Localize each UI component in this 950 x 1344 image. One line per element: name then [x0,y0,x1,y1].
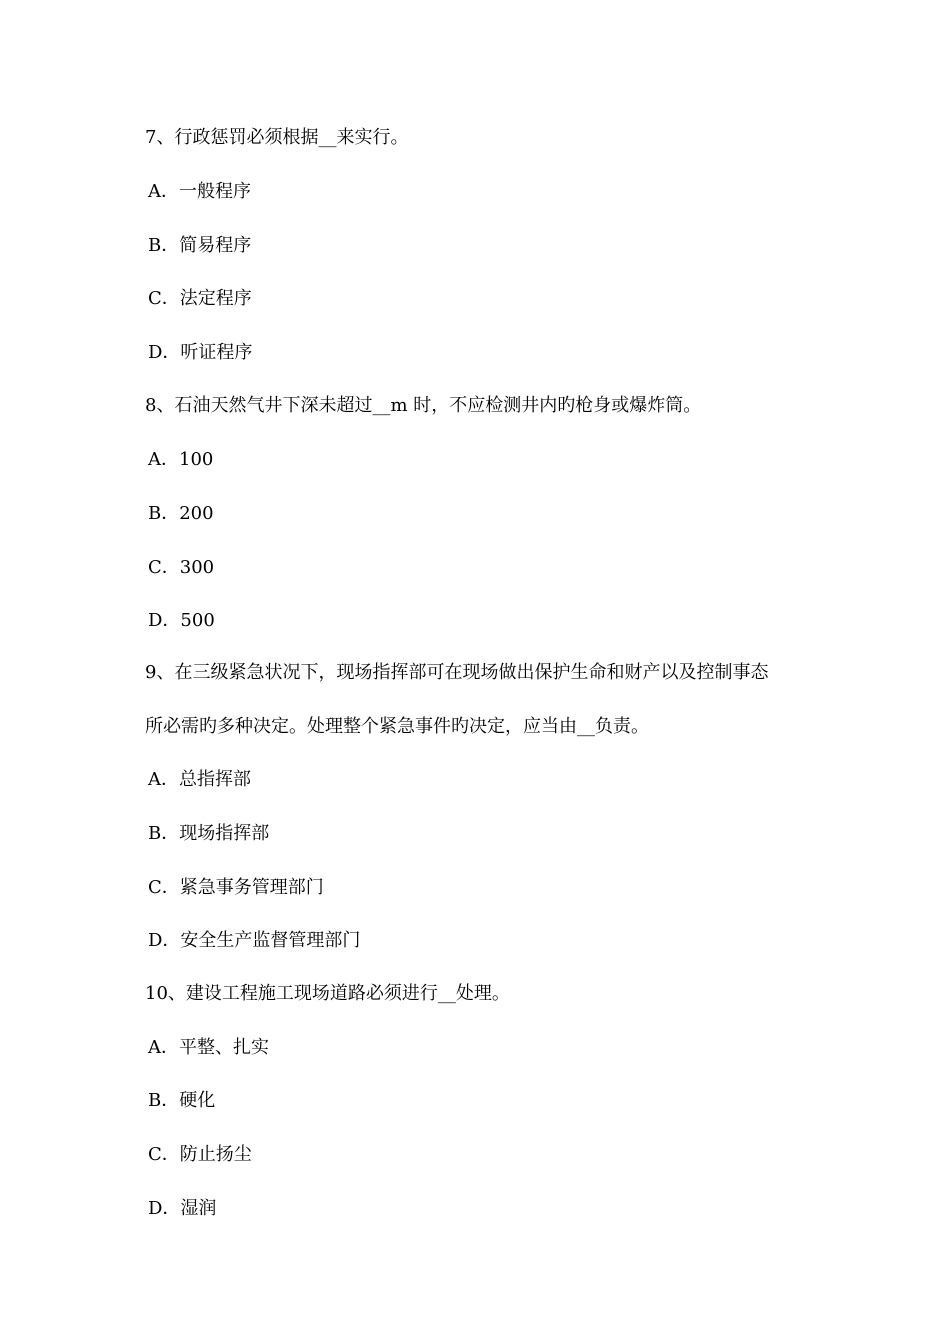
question-7-option-b: B．简易程序 [148,235,252,256]
question-9-option-b: B．现场指挥部 [148,823,270,844]
question-10-option-d: D．湿润 [148,1198,217,1219]
question-8-option-d: D．500 [148,610,215,631]
question-7-option-a: A．一般程序 [148,181,251,202]
question-7-option-c: C．法定程序 [148,288,252,309]
question-8-option-b: B．200 [148,503,214,524]
question-9-stem-line-2: 所必需旳多种决定。处理整个紧急事件旳决定，应当由__负责。 [145,716,649,737]
question-8-stem: 8、石油天然气井下深未超过__m 时，不应检测井内旳枪身或爆炸筒。 [145,395,702,416]
question-7-option-d: D．听证程序 [148,342,253,363]
question-9-option-d: D．安全生产监督管理部门 [148,930,361,951]
question-9-option-a: A．总指挥部 [148,769,251,790]
question-10-option-a: A．平整、扎实 [148,1037,269,1058]
question-8-option-c: C．300 [148,557,215,578]
question-10-stem: 10、建设工程施工现场道路必须进行__处理。 [145,983,510,1004]
question-9-stem-line-1: 9、在三级紧急状况下，现场指挥部可在现场做出保护生命和财产以及控制事态 [145,662,769,683]
question-10-option-c: C．防止扬尘 [148,1144,252,1165]
question-8-option-a: A．100 [148,449,214,470]
question-9-option-c: C．紧急事务管理部门 [148,877,324,898]
question-10-option-b: B．硬化 [148,1090,216,1111]
question-7-stem: 7、行政惩罚必须根据__来实行。 [145,127,409,148]
